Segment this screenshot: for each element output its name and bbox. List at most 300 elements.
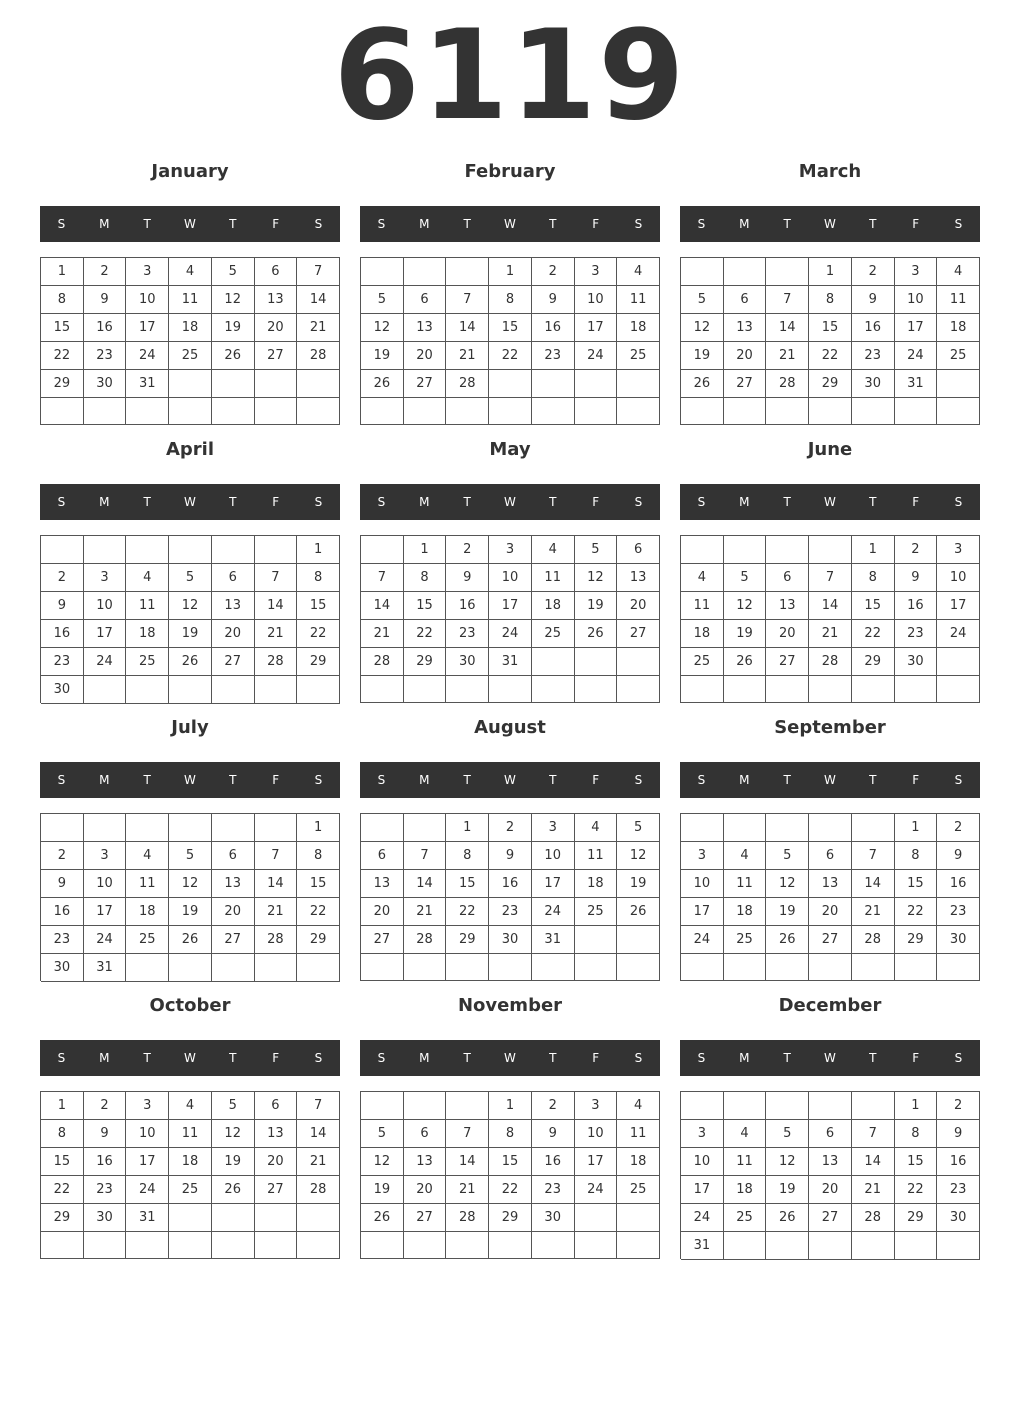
weekday-label: M xyxy=(99,773,110,787)
day-cell: 23 xyxy=(84,342,127,370)
day-cell xyxy=(255,814,298,842)
day-cell: 26 xyxy=(212,342,255,370)
day-cell: 21 xyxy=(446,342,489,370)
day-cell: 20 xyxy=(766,620,809,648)
day-cell: 29 xyxy=(852,648,895,676)
day-cell: 27 xyxy=(212,648,255,676)
day-cell: 1 xyxy=(446,814,489,842)
day-cell: 8 xyxy=(489,1120,532,1148)
day-cell: 6 xyxy=(617,536,660,564)
day-cell xyxy=(255,370,298,398)
day-cell: 2 xyxy=(41,842,84,870)
day-cell: 30 xyxy=(41,954,84,982)
day-cell xyxy=(532,370,575,398)
month-name: June xyxy=(807,439,853,460)
weekday-label: T xyxy=(229,495,237,509)
day-cell xyxy=(575,1232,618,1259)
day-cell: 13 xyxy=(809,870,852,898)
day-cell: 18 xyxy=(617,314,660,342)
weekday-label: S xyxy=(57,217,66,231)
day-cell: 13 xyxy=(766,592,809,620)
day-cell: 9 xyxy=(532,286,575,314)
weekday-label: T xyxy=(869,217,877,231)
day-cell: 12 xyxy=(361,314,404,342)
day-cell: 6 xyxy=(255,1092,298,1120)
day-cell: 22 xyxy=(895,898,938,926)
day-cell xyxy=(575,398,618,425)
day-cell xyxy=(297,370,340,398)
day-cell xyxy=(212,1232,255,1259)
weekday-label: T xyxy=(869,495,877,509)
weekday-label: M xyxy=(739,1051,750,1065)
day-cell xyxy=(169,676,212,704)
day-cell xyxy=(681,814,724,842)
day-cell: 17 xyxy=(575,1148,618,1176)
day-cell xyxy=(766,398,809,425)
day-cell xyxy=(361,258,404,286)
day-cell xyxy=(489,398,532,425)
weekday-label: T xyxy=(549,1051,557,1065)
day-cell xyxy=(766,536,809,564)
day-cell: 20 xyxy=(255,1148,298,1176)
day-grid xyxy=(680,257,980,425)
day-cell: 25 xyxy=(724,1204,767,1232)
day-cell xyxy=(681,676,724,703)
weekday-label: M xyxy=(99,1051,110,1065)
day-cell: 10 xyxy=(126,286,169,314)
day-cell: 25 xyxy=(724,926,767,954)
weekday-label: T xyxy=(549,217,557,231)
weekday-label: T xyxy=(783,773,791,787)
day-cell: 11 xyxy=(169,1120,212,1148)
day-cell: 1 xyxy=(852,536,895,564)
day-cell: 15 xyxy=(809,314,852,342)
day-cell: 19 xyxy=(617,870,660,898)
day-cell xyxy=(617,926,660,954)
weekday-label: M xyxy=(419,773,430,787)
day-cell: 25 xyxy=(126,926,169,954)
day-cell: 8 xyxy=(895,842,938,870)
day-cell: 1 xyxy=(297,536,340,564)
day-cell: 1 xyxy=(489,1092,532,1120)
day-cell: 13 xyxy=(404,1148,447,1176)
day-cell: 27 xyxy=(809,926,852,954)
day-cell xyxy=(575,1204,618,1232)
weekday-label: W xyxy=(184,495,196,509)
day-cell: 9 xyxy=(895,564,938,592)
day-cell: 19 xyxy=(361,342,404,370)
day-grid xyxy=(680,1091,980,1259)
day-cell: 25 xyxy=(575,898,618,926)
day-cell: 18 xyxy=(937,314,980,342)
day-cell: 28 xyxy=(446,1204,489,1232)
day-cell: 1 xyxy=(895,814,938,842)
day-cell: 25 xyxy=(532,620,575,648)
day-cell xyxy=(681,258,724,286)
day-cell xyxy=(937,648,980,676)
day-cell: 18 xyxy=(126,898,169,926)
day-cell xyxy=(895,954,938,981)
day-cell: 13 xyxy=(255,1120,298,1148)
day-cell xyxy=(126,954,169,982)
day-cell: 24 xyxy=(575,1176,618,1204)
day-cell: 6 xyxy=(212,842,255,870)
weekday-label: M xyxy=(99,495,110,509)
day-cell xyxy=(575,676,618,703)
weekday-label: T xyxy=(143,495,151,509)
day-cell: 12 xyxy=(617,842,660,870)
day-cell: 11 xyxy=(681,592,724,620)
day-cell xyxy=(446,1232,489,1259)
day-grid xyxy=(40,813,340,981)
day-cell: 26 xyxy=(212,1176,255,1204)
day-cell xyxy=(212,536,255,564)
day-cell xyxy=(617,676,660,703)
day-cell: 16 xyxy=(41,620,84,648)
day-cell: 11 xyxy=(724,870,767,898)
weekday-label: F xyxy=(272,773,280,787)
day-cell: 17 xyxy=(84,898,127,926)
weekday-label: S xyxy=(314,495,323,509)
day-cell: 21 xyxy=(766,342,809,370)
day-cell: 21 xyxy=(809,620,852,648)
day-cell: 4 xyxy=(169,1092,212,1120)
day-cell: 7 xyxy=(297,1092,340,1120)
weekday-label: S xyxy=(377,1051,386,1065)
day-cell: 12 xyxy=(169,870,212,898)
day-grid xyxy=(40,1091,340,1259)
day-cell: 17 xyxy=(681,898,724,926)
day-cell xyxy=(446,954,489,981)
day-cell: 15 xyxy=(404,592,447,620)
weekday-header xyxy=(360,206,660,242)
day-cell: 5 xyxy=(766,1120,809,1148)
weekday-label: S xyxy=(314,217,323,231)
day-cell: 29 xyxy=(446,926,489,954)
weekday-label: T xyxy=(869,1051,877,1065)
day-cell: 11 xyxy=(937,286,980,314)
weekday-label: S xyxy=(697,1051,706,1065)
month-name: September xyxy=(774,717,886,738)
day-cell xyxy=(41,1232,84,1259)
day-cell xyxy=(809,814,852,842)
day-cell: 11 xyxy=(724,1148,767,1176)
day-cell: 6 xyxy=(809,1120,852,1148)
day-cell: 21 xyxy=(361,620,404,648)
day-cell: 11 xyxy=(126,870,169,898)
day-cell: 3 xyxy=(937,536,980,564)
day-cell: 2 xyxy=(532,1092,575,1120)
day-cell: 16 xyxy=(532,1148,575,1176)
day-cell xyxy=(724,1092,767,1120)
day-cell: 20 xyxy=(809,1176,852,1204)
day-cell: 17 xyxy=(84,620,127,648)
day-cell: 7 xyxy=(297,258,340,286)
day-cell: 26 xyxy=(724,648,767,676)
day-cell: 16 xyxy=(852,314,895,342)
day-cell: 11 xyxy=(617,286,660,314)
day-cell xyxy=(446,1092,489,1120)
weekday-label: M xyxy=(99,217,110,231)
day-cell: 31 xyxy=(489,648,532,676)
day-cell xyxy=(361,536,404,564)
month-name: February xyxy=(464,161,556,182)
month-11 xyxy=(360,994,660,1262)
month-1 xyxy=(40,160,340,428)
day-cell: 2 xyxy=(852,258,895,286)
month-name: March xyxy=(798,161,862,182)
day-cell: 22 xyxy=(852,620,895,648)
day-cell: 16 xyxy=(41,898,84,926)
day-cell: 6 xyxy=(766,564,809,592)
day-cell xyxy=(617,648,660,676)
weekday-label: F xyxy=(592,1051,600,1065)
day-cell xyxy=(84,536,127,564)
day-cell: 3 xyxy=(532,814,575,842)
day-cell xyxy=(212,370,255,398)
day-cell: 2 xyxy=(446,536,489,564)
weekday-label: T xyxy=(143,217,151,231)
day-cell: 2 xyxy=(937,814,980,842)
day-cell xyxy=(297,1232,340,1259)
day-cell xyxy=(404,258,447,286)
day-cell: 13 xyxy=(255,286,298,314)
day-cell: 29 xyxy=(895,1204,938,1232)
weekday-header xyxy=(40,762,340,798)
day-cell: 3 xyxy=(84,842,127,870)
day-cell xyxy=(212,954,255,982)
day-cell: 18 xyxy=(575,870,618,898)
weekday-label: F xyxy=(592,217,600,231)
day-cell: 2 xyxy=(489,814,532,842)
day-cell: 26 xyxy=(361,370,404,398)
day-cell: 28 xyxy=(809,648,852,676)
day-cell xyxy=(617,1204,660,1232)
weekday-label: W xyxy=(504,773,516,787)
day-cell xyxy=(766,1232,809,1260)
day-cell xyxy=(724,676,767,703)
day-cell: 24 xyxy=(126,1176,169,1204)
day-cell: 5 xyxy=(617,814,660,842)
day-cell: 28 xyxy=(404,926,447,954)
day-cell: 17 xyxy=(489,592,532,620)
day-cell xyxy=(724,814,767,842)
day-cell: 19 xyxy=(766,1176,809,1204)
day-cell: 29 xyxy=(41,1204,84,1232)
weekday-label: T xyxy=(869,773,877,787)
day-cell: 5 xyxy=(724,564,767,592)
day-cell: 24 xyxy=(84,926,127,954)
day-cell xyxy=(617,1232,660,1259)
day-cell: 8 xyxy=(41,286,84,314)
day-cell: 14 xyxy=(852,870,895,898)
day-cell: 23 xyxy=(446,620,489,648)
day-cell: 26 xyxy=(575,620,618,648)
day-cell: 4 xyxy=(937,258,980,286)
day-cell xyxy=(724,954,767,981)
day-cell xyxy=(404,398,447,425)
day-cell: 30 xyxy=(84,1204,127,1232)
day-grid xyxy=(360,257,660,425)
day-cell: 6 xyxy=(212,564,255,592)
day-cell: 6 xyxy=(255,258,298,286)
day-cell xyxy=(126,398,169,425)
day-cell: 13 xyxy=(724,314,767,342)
day-cell: 27 xyxy=(404,370,447,398)
day-cell xyxy=(681,536,724,564)
weekday-label: T xyxy=(143,773,151,787)
day-cell xyxy=(532,648,575,676)
day-cell: 23 xyxy=(489,898,532,926)
day-cell xyxy=(724,1232,767,1260)
day-cell: 4 xyxy=(575,814,618,842)
month-4 xyxy=(40,438,340,706)
day-cell: 31 xyxy=(681,1232,724,1260)
day-cell xyxy=(724,258,767,286)
day-cell: 28 xyxy=(766,370,809,398)
day-cell: 21 xyxy=(404,898,447,926)
day-cell xyxy=(126,814,169,842)
day-cell: 26 xyxy=(617,898,660,926)
day-cell xyxy=(809,676,852,703)
day-cell: 19 xyxy=(766,898,809,926)
day-cell: 8 xyxy=(297,842,340,870)
day-cell: 25 xyxy=(617,1176,660,1204)
weekday-label: S xyxy=(57,773,66,787)
day-cell: 29 xyxy=(809,370,852,398)
day-cell: 3 xyxy=(489,536,532,564)
month-name: October xyxy=(149,995,231,1016)
day-cell: 22 xyxy=(809,342,852,370)
day-cell xyxy=(84,398,127,425)
weekday-label: F xyxy=(272,1051,280,1065)
day-cell: 19 xyxy=(575,592,618,620)
day-cell: 7 xyxy=(446,286,489,314)
day-cell: 25 xyxy=(169,342,212,370)
day-cell xyxy=(575,926,618,954)
day-cell: 29 xyxy=(297,648,340,676)
day-cell: 8 xyxy=(489,286,532,314)
day-cell: 24 xyxy=(575,342,618,370)
day-cell: 20 xyxy=(212,620,255,648)
day-cell: 28 xyxy=(852,1204,895,1232)
day-cell xyxy=(446,258,489,286)
day-cell: 13 xyxy=(361,870,404,898)
day-cell xyxy=(852,398,895,425)
day-cell: 20 xyxy=(809,898,852,926)
weekday-label: F xyxy=(272,217,280,231)
day-cell: 24 xyxy=(126,342,169,370)
weekday-header xyxy=(360,1040,660,1076)
day-cell: 4 xyxy=(126,564,169,592)
day-cell: 1 xyxy=(404,536,447,564)
day-cell: 22 xyxy=(41,1176,84,1204)
weekday-header xyxy=(360,762,660,798)
day-cell: 27 xyxy=(809,1204,852,1232)
weekday-label: T xyxy=(463,495,471,509)
day-cell: 27 xyxy=(212,926,255,954)
day-cell xyxy=(212,676,255,704)
day-cell: 16 xyxy=(937,1148,980,1176)
day-cell: 21 xyxy=(446,1176,489,1204)
day-cell: 9 xyxy=(937,1120,980,1148)
day-cell: 6 xyxy=(361,842,404,870)
day-cell: 16 xyxy=(937,870,980,898)
weekday-label: M xyxy=(739,217,750,231)
weekday-label: S xyxy=(697,217,706,231)
day-cell: 7 xyxy=(852,1120,895,1148)
day-cell xyxy=(895,398,938,425)
day-cell: 4 xyxy=(617,1092,660,1120)
day-cell: 14 xyxy=(404,870,447,898)
day-cell: 15 xyxy=(489,1148,532,1176)
day-cell: 13 xyxy=(212,870,255,898)
day-cell: 11 xyxy=(126,592,169,620)
day-cell: 9 xyxy=(489,842,532,870)
day-cell: 12 xyxy=(169,592,212,620)
day-cell: 23 xyxy=(937,898,980,926)
day-cell xyxy=(297,954,340,982)
day-cell: 9 xyxy=(446,564,489,592)
day-cell: 3 xyxy=(126,258,169,286)
day-cell: 31 xyxy=(126,1204,169,1232)
weekday-label: T xyxy=(229,217,237,231)
day-cell: 15 xyxy=(895,870,938,898)
day-cell xyxy=(532,1232,575,1259)
day-cell: 5 xyxy=(169,842,212,870)
day-cell xyxy=(255,676,298,704)
weekday-label: S xyxy=(634,495,643,509)
day-grid xyxy=(360,813,660,981)
day-cell: 27 xyxy=(361,926,404,954)
weekday-header xyxy=(40,484,340,520)
day-cell xyxy=(766,814,809,842)
day-cell: 13 xyxy=(212,592,255,620)
day-cell: 8 xyxy=(809,286,852,314)
day-cell: 20 xyxy=(255,314,298,342)
day-cell xyxy=(255,954,298,982)
weekday-label: T xyxy=(143,1051,151,1065)
day-cell: 3 xyxy=(895,258,938,286)
day-cell: 7 xyxy=(361,564,404,592)
weekday-label: W xyxy=(824,217,836,231)
weekday-label: S xyxy=(314,1051,323,1065)
weekday-label: F xyxy=(912,1051,920,1065)
day-cell: 4 xyxy=(681,564,724,592)
month-10 xyxy=(40,994,340,1262)
day-cell xyxy=(361,1092,404,1120)
weekday-label: T xyxy=(549,495,557,509)
weekday-label: T xyxy=(783,217,791,231)
day-cell: 5 xyxy=(766,842,809,870)
day-cell: 29 xyxy=(895,926,938,954)
day-cell: 3 xyxy=(575,1092,618,1120)
day-cell: 23 xyxy=(532,342,575,370)
day-cell xyxy=(255,1204,298,1232)
day-cell: 16 xyxy=(532,314,575,342)
day-cell xyxy=(169,398,212,425)
day-cell xyxy=(41,814,84,842)
day-grid xyxy=(360,1091,660,1259)
day-cell: 11 xyxy=(617,1120,660,1148)
day-cell xyxy=(809,1092,852,1120)
month-8 xyxy=(360,716,660,984)
day-cell: 3 xyxy=(681,842,724,870)
day-cell: 25 xyxy=(126,648,169,676)
day-cell xyxy=(852,1092,895,1120)
day-cell xyxy=(724,398,767,425)
day-cell: 4 xyxy=(126,842,169,870)
